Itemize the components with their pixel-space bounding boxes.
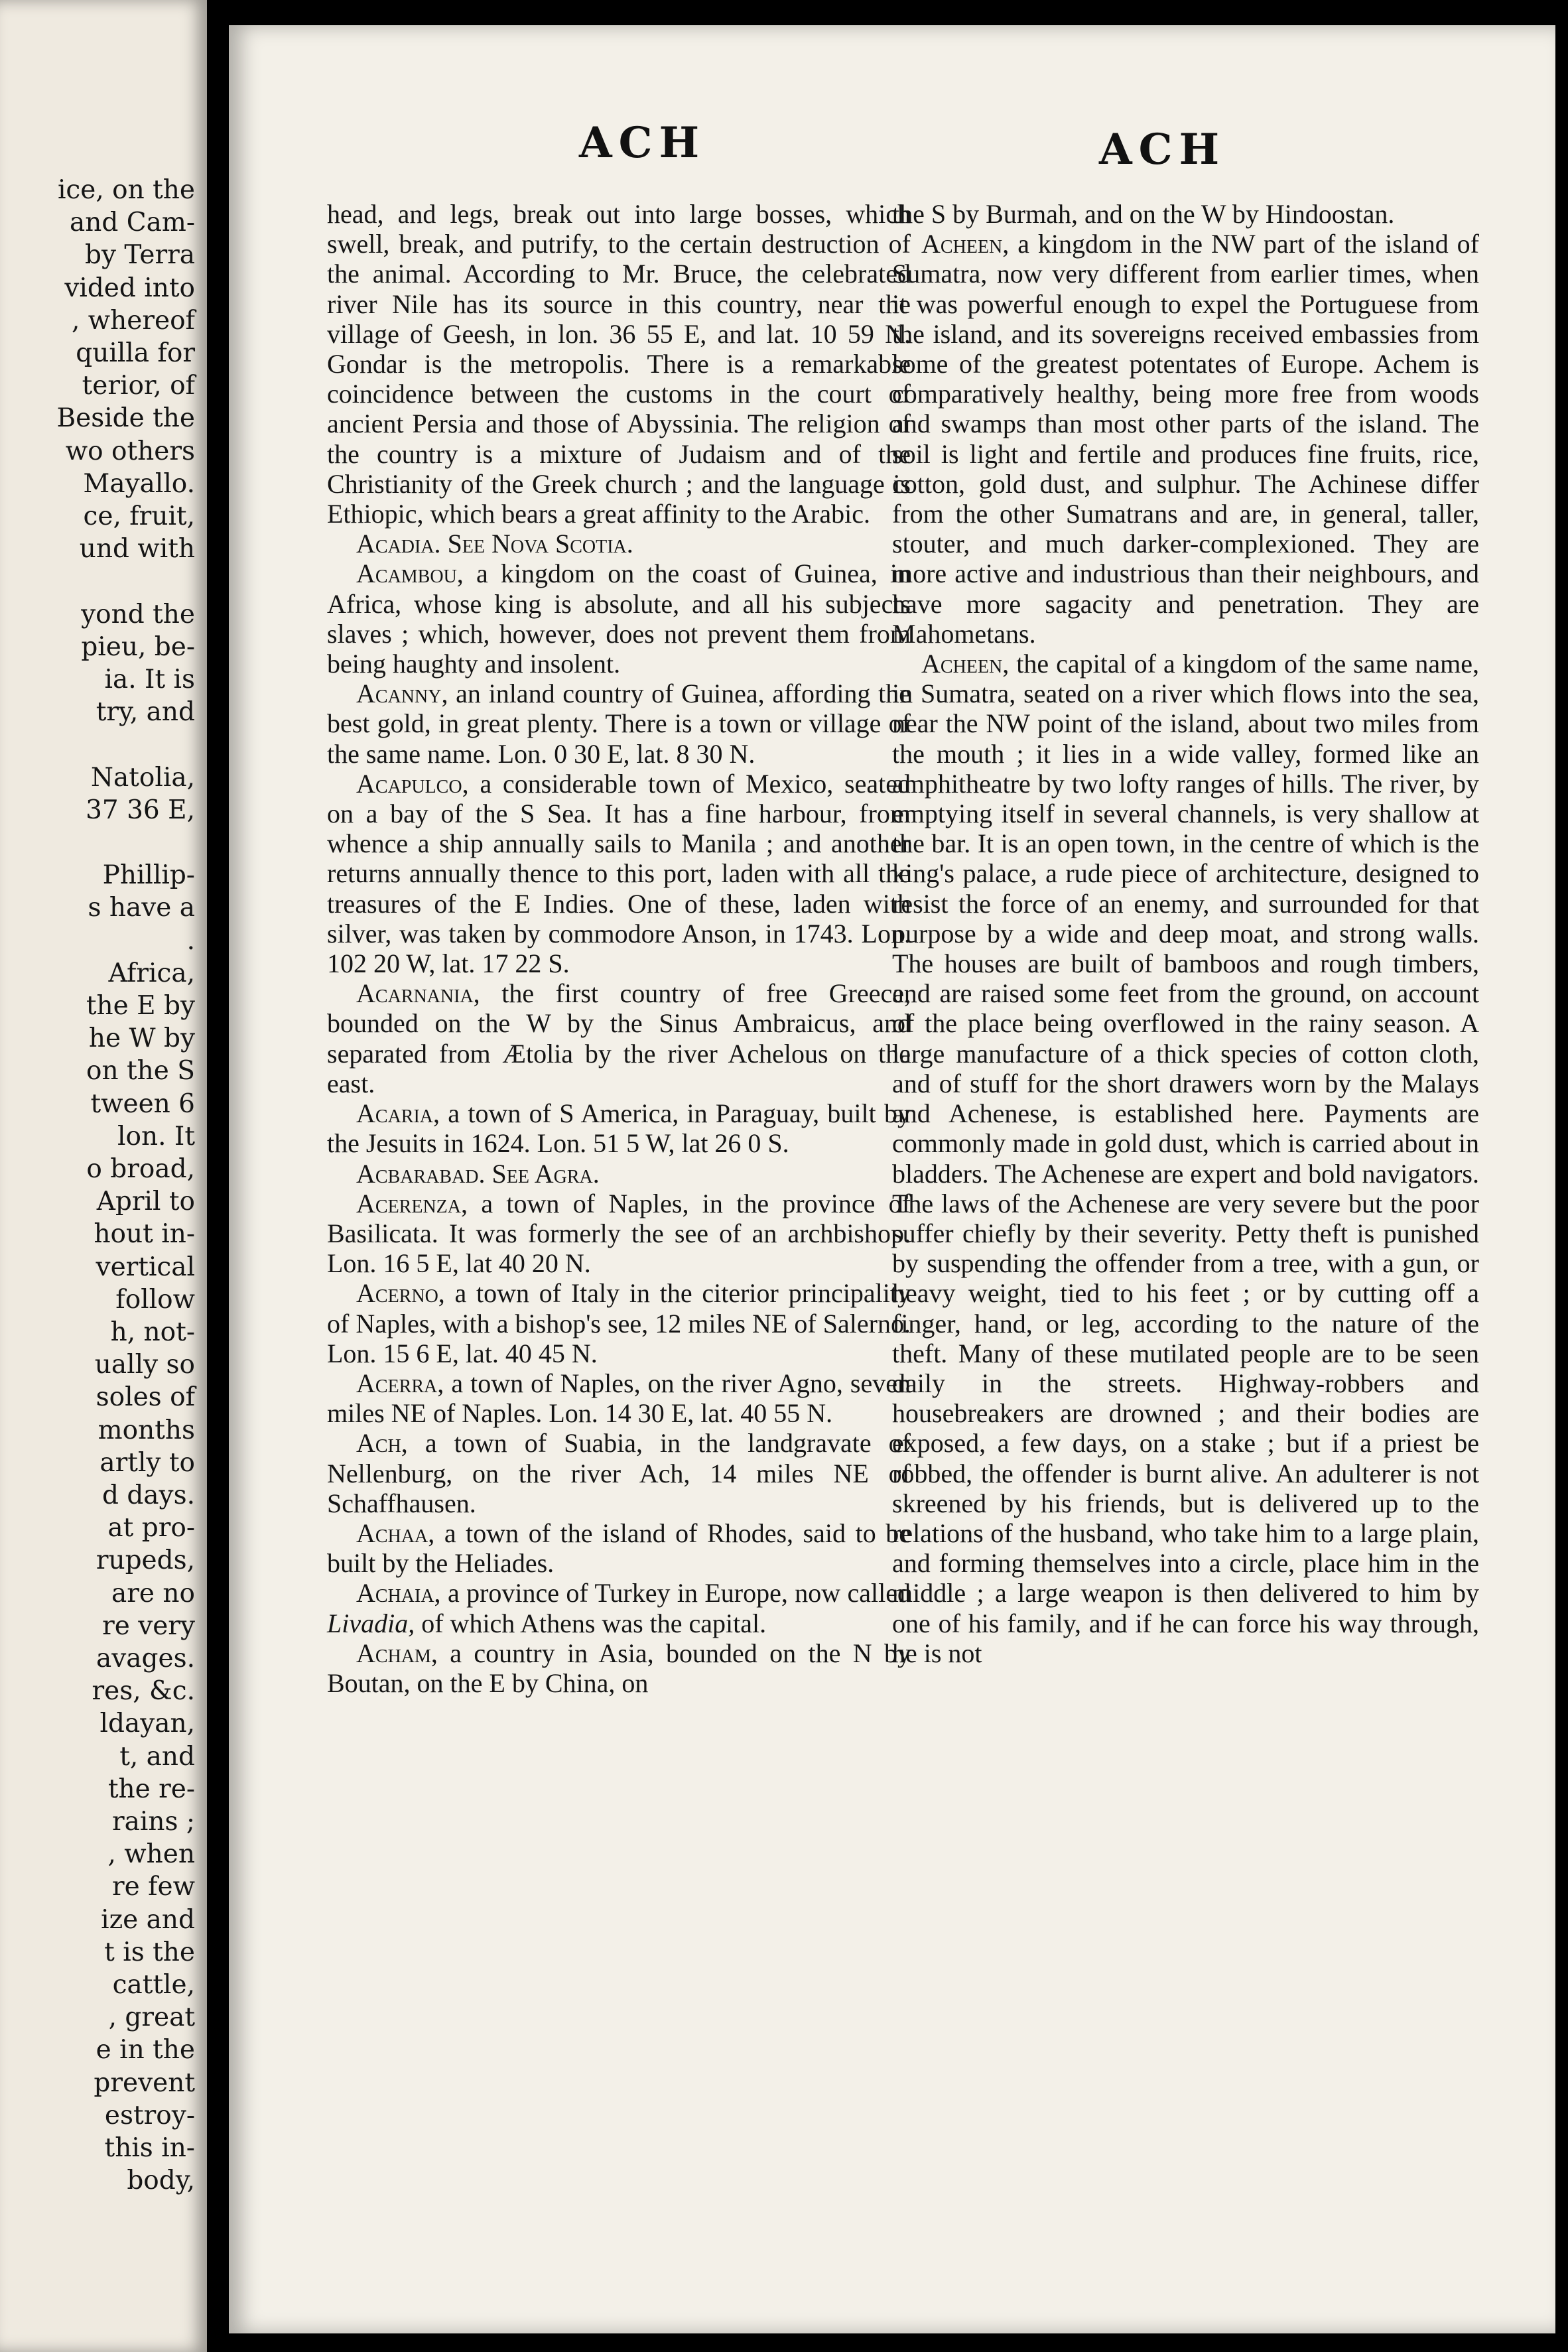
entry-text: a country in Asia, bounded on the N by Boutan, on the E by China, on bbox=[327, 1638, 911, 1698]
prev-page-line: re very bbox=[102, 1610, 195, 1641]
prev-page-line: d days. bbox=[101, 1480, 195, 1510]
prev-page-line: . bbox=[186, 925, 195, 956]
prev-page-line: follow bbox=[115, 1284, 195, 1315]
prev-page-line: the E by bbox=[86, 991, 195, 1021]
headword: Acapulco, bbox=[356, 768, 469, 799]
headword: Acarnania, bbox=[356, 978, 480, 1009]
prev-page-line: April to bbox=[96, 1187, 195, 1217]
prev-page-line: s have a bbox=[88, 893, 195, 923]
entry-text: the first country of free Greece, bounded on the W by the Sinus Ambraicus, and separated from Ætolia by the river Achelous on the east. bbox=[327, 978, 911, 1098]
cross-reference: See Agra. bbox=[491, 1158, 600, 1189]
prev-page-line: rains ; bbox=[111, 1807, 195, 1837]
prev-page-line: , great bbox=[108, 2002, 195, 2033]
entry-text: a town of Naples, on the river Agno, seven miles NE of Naples. Lon. 14 30 E, lat. 40 55 N. bbox=[327, 1368, 911, 1429]
prev-page-line: vided into bbox=[64, 273, 195, 303]
headword: Acerra, bbox=[356, 1368, 444, 1398]
prev-page-line: by Terra bbox=[85, 240, 195, 271]
prev-page-line: 37 36 E, bbox=[86, 795, 195, 825]
text-column-left bbox=[327, 199, 911, 1698]
dictionary-entry bbox=[327, 529, 911, 558]
headword: Achaia, bbox=[356, 1578, 441, 1608]
prev-page-line: ually so bbox=[94, 1350, 195, 1380]
prev-page-line: Phillip- bbox=[102, 860, 195, 891]
prev-page-line: prevent bbox=[94, 2067, 195, 2098]
headword: Acambou, bbox=[356, 558, 464, 589]
running-head-left: ACH bbox=[579, 118, 706, 168]
entry-text: a town of Italy in the citerior principality of Naples, with a bishop's see, 12 miles NE of Salerno. Lon. 15 6 E, lat. 40 45 N. bbox=[327, 1278, 911, 1368]
headword: Acbarabad. bbox=[356, 1158, 486, 1189]
prev-page-line: hout in- bbox=[94, 1219, 195, 1250]
entry-text: a town of the island of Rhodes, said to be built by the Heliades. bbox=[327, 1518, 911, 1579]
headword: Acheen, bbox=[921, 229, 1010, 259]
prev-page-line: Natolia, bbox=[90, 762, 195, 793]
headword: Achaa, bbox=[356, 1518, 435, 1548]
prev-page-line: quilla for bbox=[76, 338, 195, 368]
prev-page-line: , whereof bbox=[71, 305, 195, 336]
prev-page-line: vertical bbox=[96, 1252, 195, 1282]
prev-page-line: are no bbox=[111, 1578, 195, 1608]
prev-page-line: and Cam- bbox=[70, 208, 195, 238]
prev-page-line: avages. bbox=[96, 1644, 195, 1673]
text-column-right bbox=[892, 199, 1479, 1668]
headword: Acheen, bbox=[921, 649, 1010, 679]
dictionary-entry bbox=[327, 1638, 911, 1698]
dictionary-entry bbox=[327, 1189, 911, 1279]
prev-page-line: und with bbox=[79, 534, 195, 564]
prev-page-line: e in the bbox=[96, 2035, 195, 2065]
prev-page-line: ice, on the bbox=[57, 175, 195, 205]
entry-text: the capital of a kingdom of the same name, in Sumatra, seated on a river which flows into the sea, near the NW point of the island, about two miles from the mouth ; it lies in a wide valley, formed like an amphitheatre by two lofty ranges of hills. The river, by emptying itself in several channels, is very shallow at the bar. It is an open town, in the centre of which is the king's palace, a rude piece of architecture, designed to resist the force of an enemy, and surrounded for that purpose by a wide and deep moat, and strong walls. The houses are built of bamboos and rough timbers, and are raised some feet from the ground, on account of the place being overflowed in the rainy season. A large manufacture of a thick species of cotton cloth, and of stuff for the short drawers worn by the Malays and Achenese, is established here. Payments are commonly made in gold dust, which is carried about in bladders. The Achenese are expert and bold navigators. The laws of the Achenese are very severe but the poor suffer chiefly by their severity. Petty theft is punished by suspending the offender from a tree, with a gun, or heavy weight, tied to his feet ; or by cutting off a finger, hand, or leg, according to the nature of the theft. Many of these mutilated people are to be seen daily in the streets. Highway-robbers and housebreakers are drowned ; and their bodies are exposed, a few days, on a stake ; but if a priest be robbed, the offender is burnt alive. An adulterer is not skreened by his friends, but is delivered up to the relations of the husband, who take him to a large plain, and forming themselves into a circle, place him in the middle ; a large weapon is then delivered to him by one of his family, and if he can force his way through, he is not bbox=[892, 649, 1480, 1668]
dictionary-entry bbox=[892, 649, 1479, 1668]
prev-page-line: terior, of bbox=[82, 371, 195, 401]
dictionary-entry bbox=[327, 1428, 911, 1518]
prev-page-line: re few bbox=[111, 1872, 195, 1902]
prev-page-line: this in- bbox=[104, 2133, 195, 2163]
prev-page-line: , when bbox=[107, 1839, 195, 1870]
entry-text: of which Athens was the capital. bbox=[415, 1608, 767, 1638]
prev-page-line: rupeds, bbox=[96, 1545, 195, 1576]
prev-page-line: tween 6 bbox=[90, 1088, 195, 1119]
prev-page-line: artly to bbox=[99, 1447, 195, 1478]
prev-page-line: lon. It bbox=[117, 1121, 195, 1151]
dictionary-entry bbox=[327, 1278, 911, 1368]
prev-page-line: soles of bbox=[96, 1382, 195, 1413]
entry-text: an inland country of Guinea, affording the best gold, in great plenty. There is a town or village of the same name. Lon. 0 30 E, lat. 8 30 N. bbox=[327, 679, 911, 769]
prev-page-line: at pro- bbox=[107, 1513, 195, 1543]
prev-page-line: cattle, bbox=[112, 1970, 195, 2000]
entry-text: a kingdom on the coast of Guinea, in Africa, whose king is absolute, and all his subjects slaves ; which, however, does not prevent them from being haughty and insolent. bbox=[327, 558, 911, 679]
dictionary-page bbox=[229, 25, 1555, 2333]
dictionary-entry bbox=[327, 1518, 911, 1578]
headword: Acerenza, bbox=[356, 1188, 468, 1218]
entry-text: a province of Turkey in Europe, now called bbox=[447, 1578, 911, 1608]
entry-text: the S by Burmah, and on the W by Hindoostan. bbox=[892, 199, 1395, 229]
cross-reference: See Nova Scotia. bbox=[447, 529, 633, 559]
entry-text: a kingdom in the NW part of the island of Sumatra, now very different from earlier times, when it was powerful enough to expel the Portuguese from the island, and its sovereigns received embassies from some of the greatest potentates of Europe. Achem is comparatively healthy, being more free from woods and swamps than most other parts of the island. The soil is light and fertile and produces fine fruits, rice, cotton, gold dust, and sulphur. The Achinese differ from the other Sumatrans and are, in general, taller, stouter, and much darker-complexioned. They are more active and industrious than their neighbours, and have more sagacity and penetration. They are Mahometans. bbox=[892, 229, 1479, 649]
entry-continuation bbox=[327, 199, 911, 529]
prev-page-line: pieu, be- bbox=[81, 631, 195, 662]
previous-page-fragment bbox=[0, 0, 207, 2352]
prev-page-line: ize and bbox=[101, 1904, 195, 1935]
entry-text: head, and legs, break out into large bosses, which swell, break, and putrify, to the certain destruction of the animal. According to Mr. Bruce, the celebrated river Nile has its source in this country, near the village of Geesh, in lon. 36 55 E, and lat. 10 59 N. Gondar is the metropolis. There is a remarkable coincidence between the customs in the court of ancient Persia and those of Abyssinia. The religion of the country is a mixture of Judaism and of the Christianity of the Greek church ; and the language is Ethiopic, which bears a great affinity to the Arabic. bbox=[327, 199, 911, 529]
headword: Acaria, bbox=[356, 1098, 440, 1129]
prev-page-line: h, not- bbox=[110, 1317, 195, 1347]
prev-page-line: Mayallo. bbox=[83, 468, 195, 499]
dictionary-entry bbox=[327, 1159, 911, 1189]
prev-page-line: months bbox=[98, 1415, 195, 1445]
dictionary-entry bbox=[892, 229, 1479, 649]
prev-page-line: try, and bbox=[96, 697, 195, 728]
dictionary-entry bbox=[327, 1368, 911, 1428]
prev-page-line: Beside the bbox=[56, 403, 195, 434]
prev-page-line: he W by bbox=[88, 1023, 195, 1054]
prev-page-line: on the S bbox=[86, 1056, 195, 1086]
dictionary-entry bbox=[327, 558, 911, 679]
headword: Acadia. bbox=[356, 529, 441, 559]
prev-page-line: ldayan, bbox=[99, 1709, 195, 1739]
dictionary-entry bbox=[327, 769, 911, 978]
entry-text: a town of Naples, in the province of Basilicata. It was formerly the see of an archbishop. Lon. 16 5 E, lat 40 20 N. bbox=[327, 1188, 911, 1279]
headword: Acham, bbox=[356, 1638, 438, 1668]
prev-page-line: Africa, bbox=[108, 958, 195, 988]
prev-page-line: body, bbox=[127, 2166, 195, 2196]
entry-italic-term: Livadia, bbox=[327, 1608, 415, 1638]
entry-text: a town of Suabia, in the landgravate of Nellenburg, on the river Ach, 14 miles NE of Schaffhausen. bbox=[327, 1428, 911, 1518]
dictionary-entry bbox=[327, 1098, 911, 1158]
entry-text: a town of S America, in Paraguay, built by the Jesuits in 1624. Lon. 51 5 W, lat 26 0 S. bbox=[327, 1098, 911, 1159]
entry-continuation bbox=[892, 199, 1479, 229]
prev-page-line: the re- bbox=[107, 1774, 195, 1804]
running-head-right: ACH bbox=[1099, 125, 1226, 174]
prev-page-line: estroy- bbox=[104, 2100, 195, 2130]
prev-page-line: t, and bbox=[119, 1741, 195, 1772]
prev-page-line: wo others bbox=[65, 436, 195, 466]
entry-text: a considerable town of Mexico, seated on a bay of the S Sea. It has a fine harbour, from whence a ship annually sails to Manila ; and another returns annually thence to this port, laden with all the treasures of the E Indies. One of these, laden with silver, was taken by commodore Anson, in 1743. Lon. 102 20 W, lat. 17 22 S. bbox=[327, 768, 911, 979]
prev-page-line: o broad, bbox=[86, 1154, 195, 1184]
prev-page-line: res, &c. bbox=[92, 1676, 195, 1707]
headword: Ach, bbox=[356, 1428, 408, 1459]
dictionary-entry bbox=[327, 679, 911, 769]
dictionary-entry bbox=[327, 978, 911, 1098]
headword: Acanny, bbox=[356, 679, 448, 709]
prev-page-line: yond the bbox=[81, 599, 195, 629]
headword: Acerno, bbox=[356, 1278, 445, 1309]
prev-page-line: ce, fruit, bbox=[83, 501, 195, 531]
dictionary-entry bbox=[327, 1578, 911, 1638]
prev-page-line: ia. It is bbox=[104, 665, 195, 694]
prev-page-line: t is the bbox=[104, 1937, 195, 1967]
